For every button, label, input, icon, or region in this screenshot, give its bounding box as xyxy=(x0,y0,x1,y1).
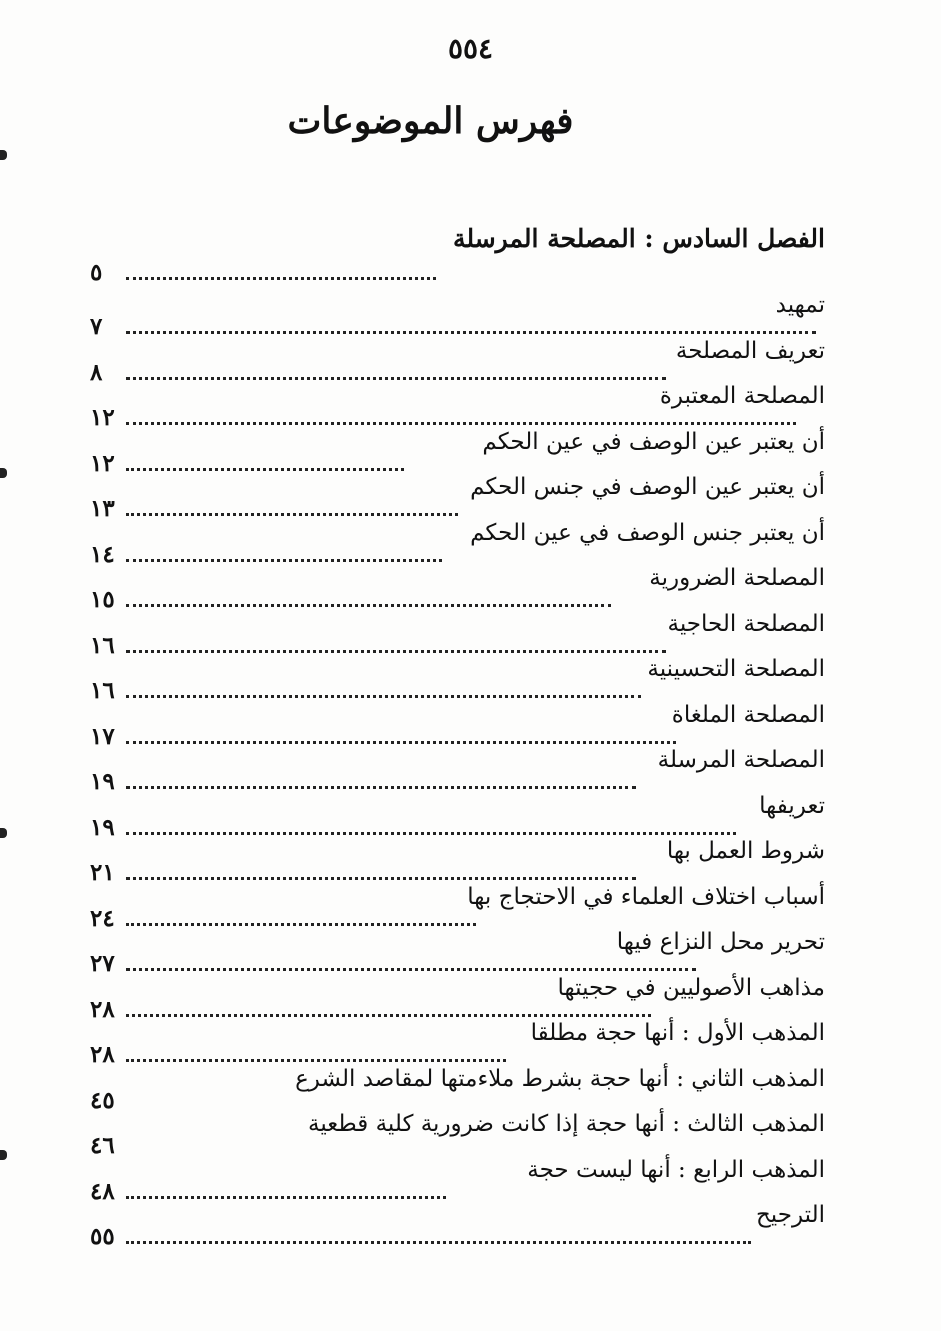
toc-entry-title: المذهب الأول : أنها حجة مطلقا xyxy=(530,1020,825,1046)
dot-leader xyxy=(126,716,676,744)
dot-leader xyxy=(126,397,796,425)
toc-entry xyxy=(90,654,825,704)
page-ref: ٤٦ xyxy=(90,1132,115,1159)
table-of-contents xyxy=(90,222,825,1250)
page-ref: ١٢ xyxy=(90,404,115,431)
toc-entry-title: تعريفها xyxy=(759,792,825,819)
page-title: فهرس الموضوعات xyxy=(287,100,574,142)
dot-leader xyxy=(126,670,641,698)
dot-leader xyxy=(126,989,651,1017)
toc-entry xyxy=(90,290,825,340)
page-ref: ١٦ xyxy=(90,677,115,704)
dot-leader xyxy=(126,807,736,835)
toc-entry xyxy=(90,609,825,659)
page-ref: ٢٤ xyxy=(90,904,115,932)
toc-entry xyxy=(90,973,825,1023)
margin-mark xyxy=(0,468,7,478)
page-ref: ٥٥ xyxy=(90,1223,115,1250)
toc-entry-title: أن يعتبر عين الوصف في عين الحكم xyxy=(482,428,825,455)
toc-entry xyxy=(90,381,825,431)
toc-entry-title: أن يعتبر جنس الوصف في عين الحكم xyxy=(470,519,825,546)
toc-entry xyxy=(90,518,825,568)
toc-entry xyxy=(90,791,825,841)
dot-leader xyxy=(126,443,404,471)
dot-leader xyxy=(126,625,666,653)
page-ref: ٤٨ xyxy=(90,1177,115,1205)
toc-entry xyxy=(90,745,825,795)
toc-entry xyxy=(90,1018,825,1068)
chapter-title: الفصل السادس : المصلحة المرسلة xyxy=(445,224,825,253)
page-ref: ٤٥ xyxy=(90,1086,115,1114)
dot-leader xyxy=(126,534,442,562)
toc-entry xyxy=(90,472,825,522)
toc-entry xyxy=(90,1109,825,1159)
page-ref: ٢٧ xyxy=(90,950,115,977)
toc-entry xyxy=(90,836,825,886)
page-number: ٥٥٤ xyxy=(447,32,494,65)
toc-entry xyxy=(90,1155,825,1205)
page-ref: ١٤ xyxy=(90,540,115,568)
dot-leader xyxy=(126,852,636,880)
toc-entry-title: تحرير محل النزاع فيها xyxy=(616,929,825,955)
page-ref: ٧ xyxy=(90,313,103,340)
page-ref: ١٣ xyxy=(90,495,115,522)
toc-entry-title: المصلحة المعتبرة xyxy=(659,383,825,409)
page-ref: ٢٨ xyxy=(90,1041,115,1068)
page-ref: ١٧ xyxy=(90,722,115,750)
dot-leader xyxy=(126,898,476,926)
margin-mark xyxy=(0,150,7,160)
page-ref: ٢١ xyxy=(90,859,115,886)
page-ref: ١٩ xyxy=(90,813,115,841)
toc-entry-title: المصلحة الحاجية xyxy=(667,610,825,637)
toc-entry xyxy=(90,927,825,977)
toc-entry-title: المذهب الثالث : أنها حجة إذا كانت ضرورية كلية قطعية xyxy=(308,1111,825,1137)
toc-entry-title: المذهب الرابع : أنها ليست حجة xyxy=(527,1156,825,1183)
toc-entry xyxy=(90,700,825,750)
toc-entry-title: تعريف المصلحة xyxy=(675,337,825,364)
dot-leader xyxy=(126,306,816,334)
page-ref: ١٦ xyxy=(90,631,115,659)
toc-entry xyxy=(90,336,825,386)
toc-entry-title: أن يعتبر عين الوصف في جنس الحكم xyxy=(470,474,825,500)
page-ref: ٨ xyxy=(90,358,103,386)
toc-entry xyxy=(90,563,825,613)
toc-entry-title: المصلحة الضرورية xyxy=(649,565,825,591)
dot-leader xyxy=(126,1216,751,1244)
toc-entry xyxy=(90,427,825,477)
dot-leader xyxy=(126,488,458,516)
dot-leader xyxy=(126,252,436,280)
margin-mark xyxy=(0,1150,7,1160)
toc-entry-title: تمهيد xyxy=(775,292,825,318)
dot-leader xyxy=(126,761,636,789)
page-ref: ١٥ xyxy=(90,586,115,613)
dot-leader xyxy=(126,579,611,607)
toc-entry-title: أسباب اختلاف العلماء في الاحتجاج بها xyxy=(467,883,825,910)
toc-entry-title: المصلحة المرسلة xyxy=(657,747,825,773)
toc-entry-title: الترجيح xyxy=(755,1202,825,1228)
dot-leader xyxy=(126,352,666,380)
toc-entry-title: شروط العمل بها xyxy=(666,838,825,864)
dot-leader xyxy=(126,1034,506,1062)
dot-leader xyxy=(126,943,696,971)
dot-leader xyxy=(126,1171,446,1199)
page-ref: ١٩ xyxy=(90,768,115,795)
toc-entry-chapter-page xyxy=(90,259,825,290)
toc-entries xyxy=(90,290,825,1250)
page-ref: ٢٨ xyxy=(90,995,115,1023)
toc-entry xyxy=(90,1200,825,1250)
toc-entry-title: المصلحة التحسينية xyxy=(647,656,825,682)
page-ref: ١٢ xyxy=(90,449,115,477)
toc-entry xyxy=(90,882,825,932)
toc-entry-title: مذاهب الأصوليين في حجيتها xyxy=(557,974,825,1001)
toc-entry xyxy=(90,1064,825,1114)
toc-entry-title: المصلحة الملغاة xyxy=(671,701,825,728)
page-ref: ٥ xyxy=(90,259,103,286)
toc-entry-title: المذهب الثاني : أنها حجة بشرط ملاءمتها لمقاصد الشرع xyxy=(295,1065,825,1092)
margin-mark xyxy=(0,828,7,838)
